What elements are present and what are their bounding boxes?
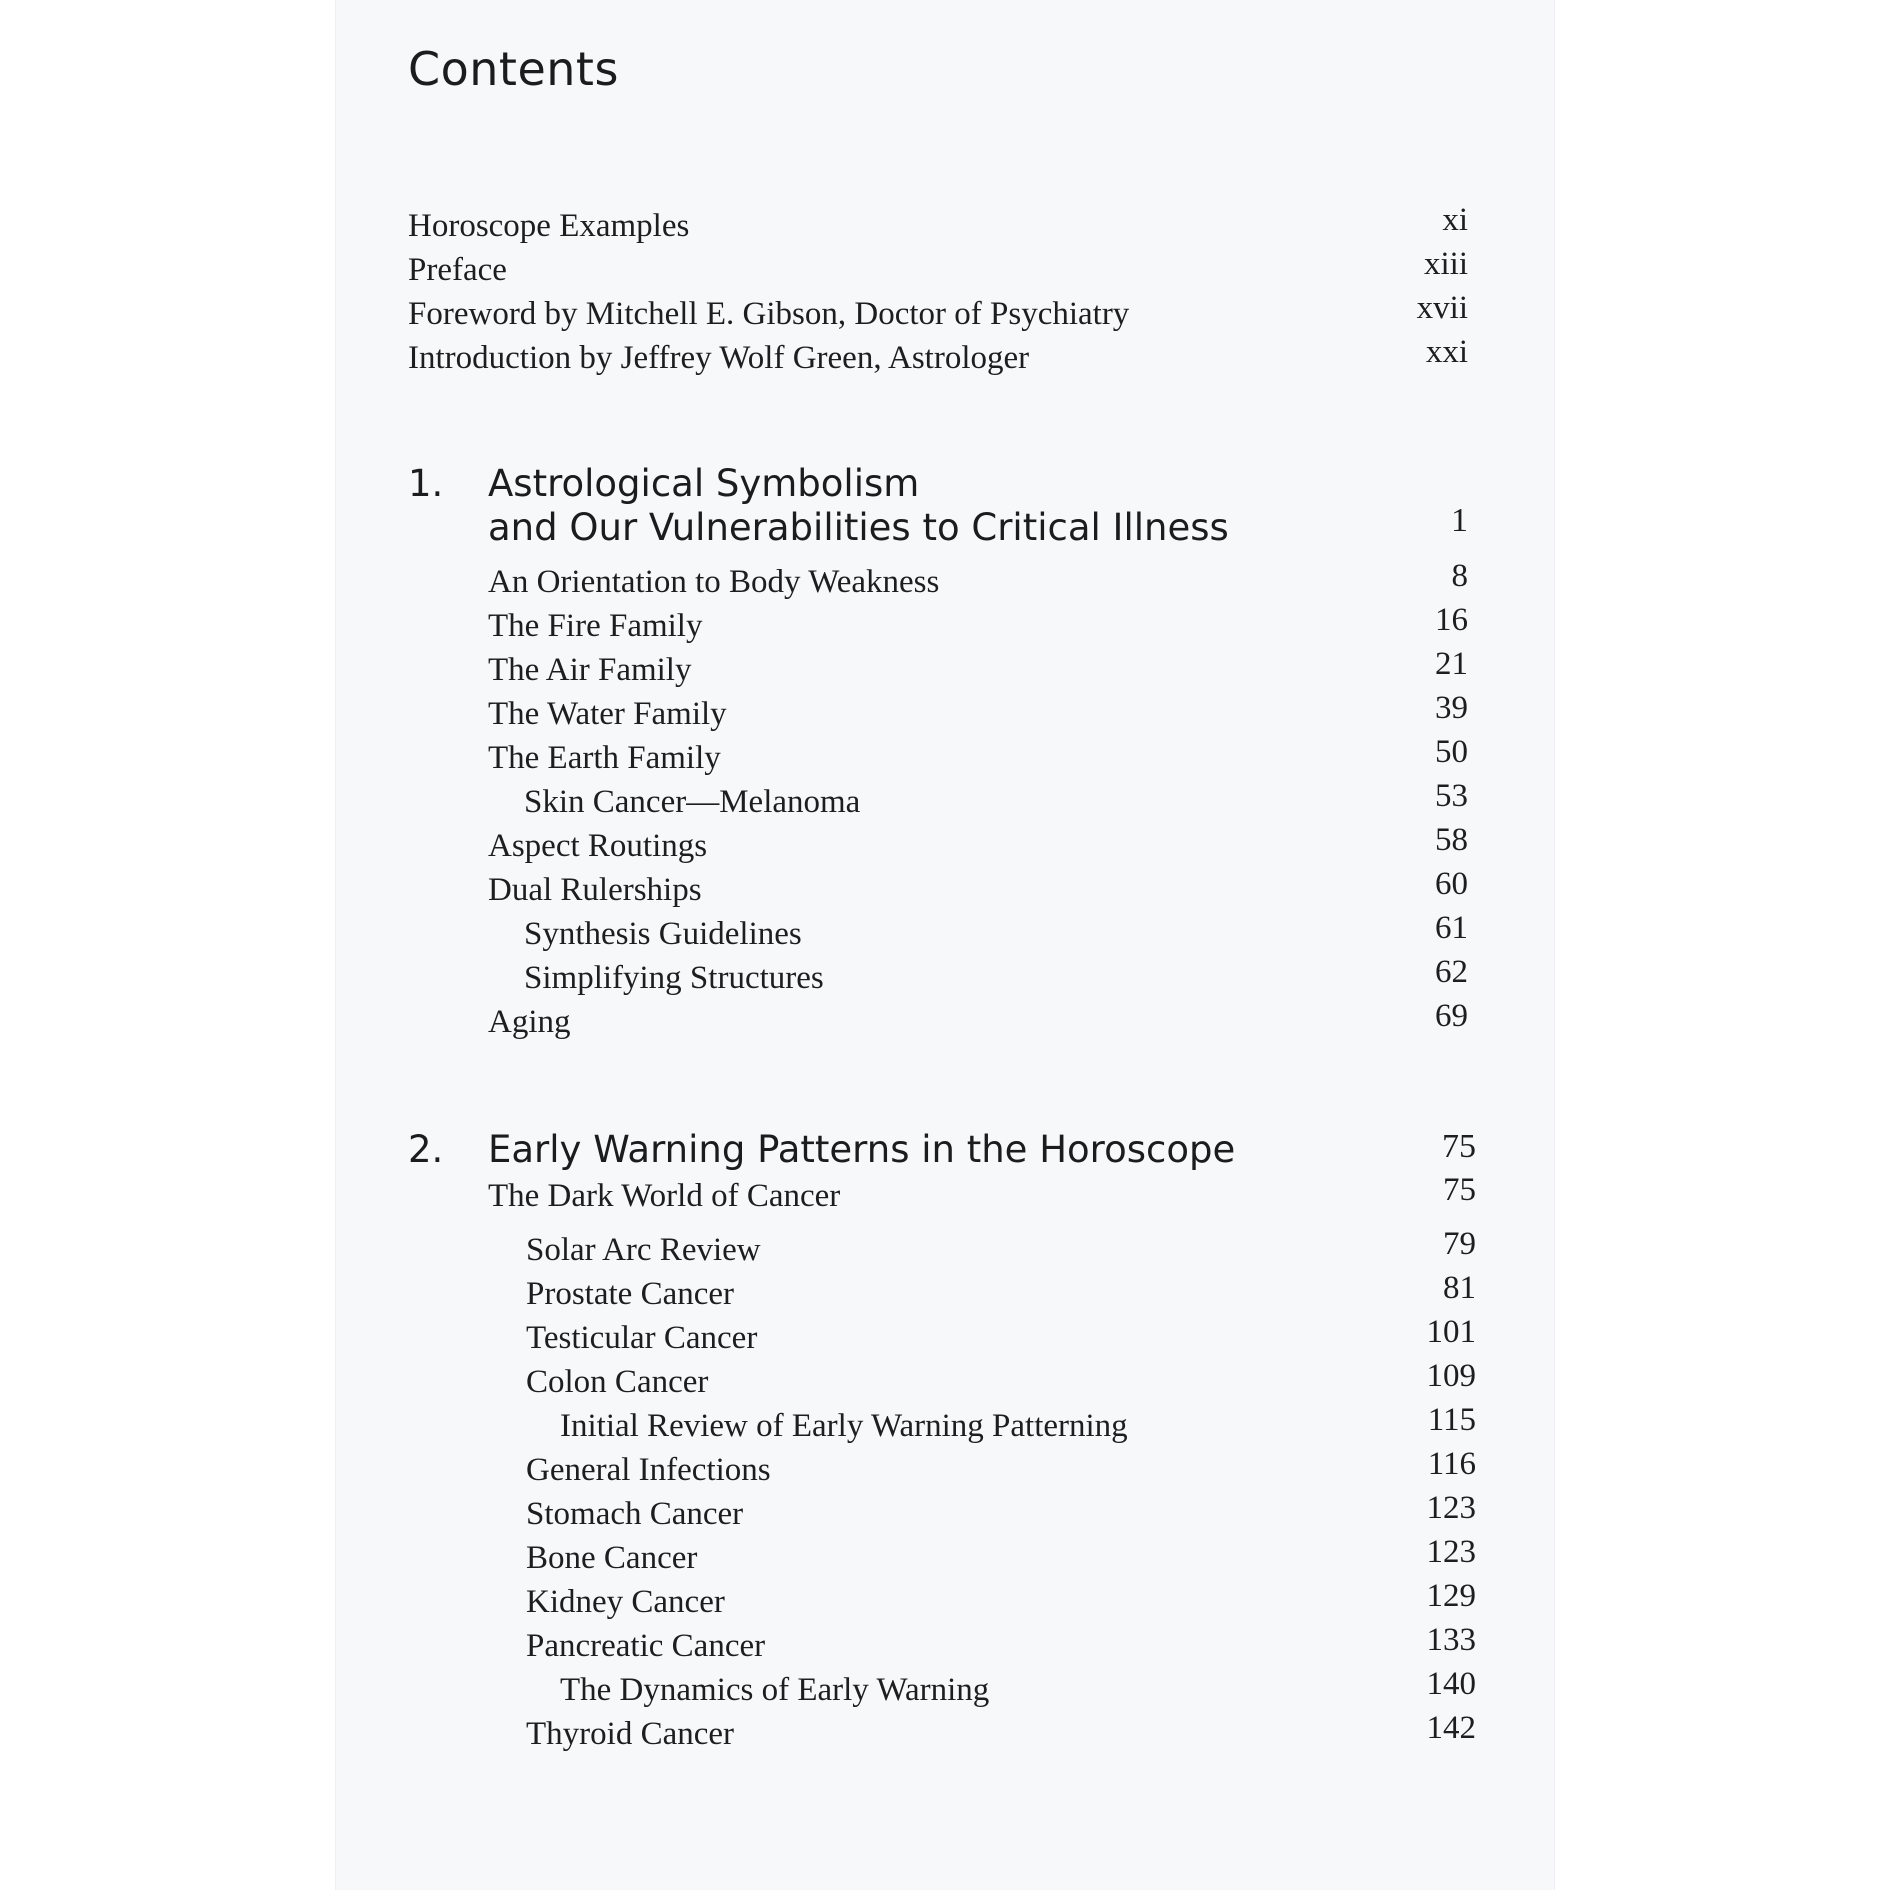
toc-page: 115	[1427, 1402, 1476, 1438]
chapter-page: 1	[1451, 502, 1468, 539]
toc-row	[336, 866, 1468, 912]
toc-title: Solar Arc Review	[526, 1232, 761, 1268]
toc-title: Simplifying Structures	[524, 960, 824, 996]
toc-page: 58	[1435, 822, 1468, 858]
toc-row	[336, 646, 1468, 692]
toc-row	[336, 1402, 1476, 1448]
toc-title: Colon Cancer	[526, 1364, 709, 1400]
toc-row	[336, 1314, 1476, 1360]
toc-row	[336, 910, 1468, 956]
toc-title: The Earth Family	[488, 740, 721, 776]
toc-row	[336, 558, 1468, 604]
chapter-title-line: Early Warning Patterns in the Horoscope	[488, 1128, 1236, 1171]
toc-title: The Dynamics of Early Warning	[560, 1672, 990, 1708]
toc-page: 69	[1435, 998, 1468, 1034]
toc-page: 61	[1435, 910, 1468, 946]
toc-row	[336, 734, 1468, 780]
toc-row	[336, 1446, 1476, 1492]
toc-row	[336, 1172, 1476, 1218]
chapter-page: 75	[1442, 1128, 1476, 1165]
chapter-number: 2.	[408, 1128, 444, 1171]
toc-page: 50	[1435, 734, 1468, 770]
toc-title: The Dark World of Cancer	[488, 1178, 841, 1214]
toc-page: 140	[1426, 1666, 1476, 1702]
toc-row	[336, 1534, 1476, 1580]
toc-page: 21	[1435, 646, 1468, 682]
toc-title: Testicular Cancer	[526, 1320, 758, 1356]
toc-title: Aging	[488, 1004, 571, 1040]
toc-page: 75	[1443, 1172, 1476, 1208]
toc-row	[336, 954, 1468, 1000]
toc-page: 53	[1435, 778, 1468, 814]
toc-page: 39	[1435, 690, 1468, 726]
toc-title: Introduction by Jeffrey Wolf Green, Astrologer	[408, 340, 1030, 376]
toc-row	[336, 1666, 1476, 1712]
toc-title: Preface	[408, 252, 507, 288]
toc-title: Synthesis Guidelines	[524, 916, 802, 952]
toc-page: xxi	[1425, 334, 1468, 370]
toc-row	[336, 1226, 1476, 1272]
toc-page: 129	[1426, 1578, 1476, 1614]
toc-page: 79	[1443, 1226, 1476, 1262]
toc-page: 60	[1435, 866, 1468, 902]
toc-title: Initial Review of Early Warning Patterning	[560, 1408, 1128, 1444]
chapter-title-line: Astrological Symbolism	[488, 462, 920, 505]
toc-row	[336, 998, 1468, 1044]
toc-page: 16	[1435, 602, 1468, 638]
toc-row	[336, 246, 1468, 292]
toc-title: General Infections	[526, 1452, 771, 1488]
toc-title: Dual Rulerships	[488, 872, 702, 908]
toc-row	[336, 1578, 1476, 1624]
toc-title: Prostate Cancer	[526, 1276, 735, 1312]
toc-page: 8	[1451, 558, 1468, 594]
page-heading: Contents	[408, 42, 619, 96]
chapter-title-line: and Our Vulnerabilities to Critical Illness	[488, 506, 1229, 549]
chapter-page-row	[336, 1128, 1476, 1174]
toc-title: The Fire Family	[488, 608, 703, 644]
toc-row	[336, 290, 1468, 336]
toc-title: Aspect Routings	[488, 828, 708, 864]
toc-row	[336, 1622, 1476, 1668]
toc-row	[336, 822, 1468, 868]
toc-row	[336, 334, 1468, 380]
toc-title: Stomach Cancer	[526, 1496, 744, 1532]
toc-title: The Water Family	[488, 696, 727, 732]
toc-page: 116	[1427, 1446, 1476, 1482]
toc-row	[336, 1358, 1476, 1404]
toc-page: 101	[1426, 1314, 1476, 1350]
toc-title: Foreword by Mitchell E. Gibson, Doctor of Psychiatry	[408, 296, 1130, 332]
toc-page: 81	[1443, 1270, 1476, 1306]
book-page	[336, 0, 1554, 1890]
toc-page: 123	[1426, 1490, 1476, 1526]
toc-title: Horoscope Examples	[408, 208, 690, 244]
toc-page: 133	[1426, 1622, 1476, 1658]
toc-row	[336, 778, 1468, 824]
toc-title: Pancreatic Cancer	[526, 1628, 766, 1664]
toc-page: 62	[1435, 954, 1468, 990]
toc-row	[336, 690, 1468, 736]
toc-row	[336, 202, 1468, 248]
chapter-number: 1.	[408, 462, 444, 505]
toc-page: 109	[1426, 1358, 1476, 1394]
toc-title: Thyroid Cancer	[526, 1716, 735, 1752]
toc-page: xi	[1442, 202, 1468, 238]
toc-page: 123	[1426, 1534, 1476, 1570]
chapter-page-row	[336, 502, 1468, 548]
toc-title: The Air Family	[488, 652, 692, 688]
toc-title: Bone Cancer	[526, 1540, 698, 1576]
toc-row	[336, 602, 1468, 648]
toc-row	[336, 1710, 1476, 1756]
toc-title: An Orientation to Body Weakness	[488, 564, 940, 600]
toc-title: Kidney Cancer	[526, 1584, 725, 1620]
toc-page: xvii	[1416, 290, 1468, 326]
toc-row	[336, 1490, 1476, 1536]
toc-row	[336, 1270, 1476, 1316]
toc-page: xiii	[1423, 246, 1468, 282]
toc-title: Skin Cancer—Melanoma	[524, 784, 861, 820]
toc-page: 142	[1426, 1710, 1476, 1746]
